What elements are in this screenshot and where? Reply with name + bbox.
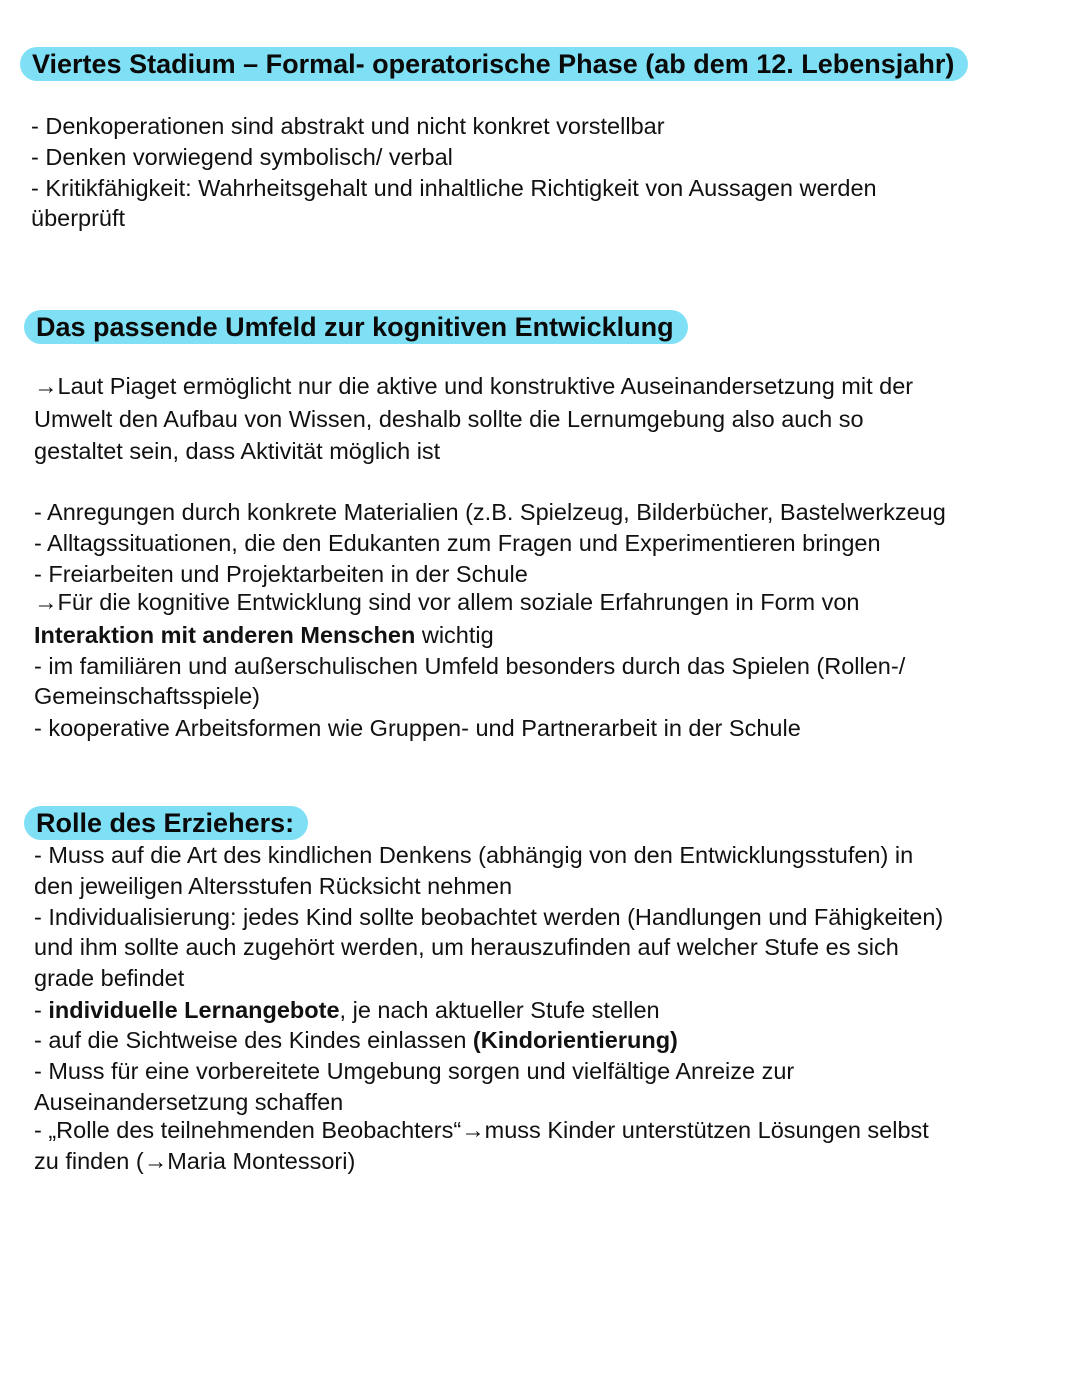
list-item: - Alltagssituationen, die den Edukanten zum Fragen und Experimentieren bringen: [34, 530, 881, 556]
lern-bold: individuelle Lernangebote: [48, 997, 340, 1023]
text-line: gestaltet sein, dass Aktivität möglich ist: [34, 438, 441, 464]
list-item: Gemeinschaftsspiele): [34, 683, 260, 709]
list-item: - kooperative Arbeitsformen wie Gruppen- und Partnerarbeit in der Schule: [34, 715, 801, 741]
text-line: - Muss auf die Art des kindlichen Denkens (abhängig von den Entwicklungsstufen) in: [34, 842, 914, 868]
interaction-line: [34, 620, 494, 650]
section-heading-rolle-des-erziehers: Rolle des Erziehers:: [24, 806, 308, 840]
kindorientierung-line: [34, 1025, 678, 1055]
section-heading-umfeld: Das passende Umfeld zur kognitiven Entwicklung: [24, 310, 688, 344]
sicht-text: - auf die Sichtweise des Kindes einlassen: [34, 1027, 473, 1053]
text-line: überprüft: [31, 205, 126, 231]
list-item: - Anregungen durch konkrete Materialien (z.B. Spielzeug, Bilderbücher, Bastelwerkzeug: [34, 499, 946, 525]
text-line: - Muss für eine vorbereitete Umgebung sorgen und vielfältige Anreize zur: [34, 1058, 795, 1084]
list-item: - im familiären und außerschulischen Umfeld besonders durch das Spielen (Rollen-/: [34, 653, 906, 679]
text-line: den jeweiligen Altersstufen Rücksicht nehmen: [34, 873, 513, 899]
interaction-bold: Interaktion mit anderen Menschen: [34, 622, 416, 648]
text-line: - Kritikfähigkeit: Wahrheitsgehalt und inhaltliche Richtigkeit von Aussagen werden: [31, 175, 877, 201]
lern-rest: , je nach aktueller Stufe stellen: [339, 997, 660, 1023]
sicht-bold: (Kindorientierung): [472, 1027, 678, 1053]
text-line: - Individualisierung: jedes Kind sollte beobachtet werden (Handlungen und Fähigkeiten): [34, 904, 944, 930]
text-line: - Denkoperationen sind abstrakt und nicht konkret vorstellbar: [31, 113, 665, 139]
list-item: →Für die kognitive Entwicklung sind vor allem soziale Erfahrungen in Form von: [34, 589, 860, 615]
text-line: Umwelt den Aufbau von Wissen, deshalb sollte die Lernumgebung also auch so: [34, 406, 864, 432]
lern-prefix: -: [34, 997, 49, 1023]
text-line: - Denken vorwiegend symbolisch/ verbal: [31, 144, 453, 170]
text-line: zu finden (→Maria Montessori): [34, 1148, 356, 1174]
section-heading-viertes-stadium: Viertes Stadium – Formal- operatorische Phase (ab dem 12. Lebensjahr): [20, 47, 968, 81]
text-line: Auseinandersetzung schaffen: [34, 1089, 344, 1115]
text-line: →Laut Piaget ermöglicht nur die aktive und konstruktive Auseinandersetzung mit der: [34, 373, 914, 399]
text-line: und ihm sollte auch zugehört werden, um herauszufinden auf welcher Stufe es sich: [34, 934, 899, 960]
list-item: - Freiarbeiten und Projektarbeiten in der Schule: [34, 561, 528, 587]
lernangebote-line: [34, 995, 660, 1025]
text-line: - „Rolle des teilnehmenden Beobachters“→muss Kinder unterstützen Lösungen selbst: [34, 1117, 929, 1143]
text-line: grade befindet: [34, 965, 185, 991]
interaction-rest: wichtig: [415, 622, 494, 648]
